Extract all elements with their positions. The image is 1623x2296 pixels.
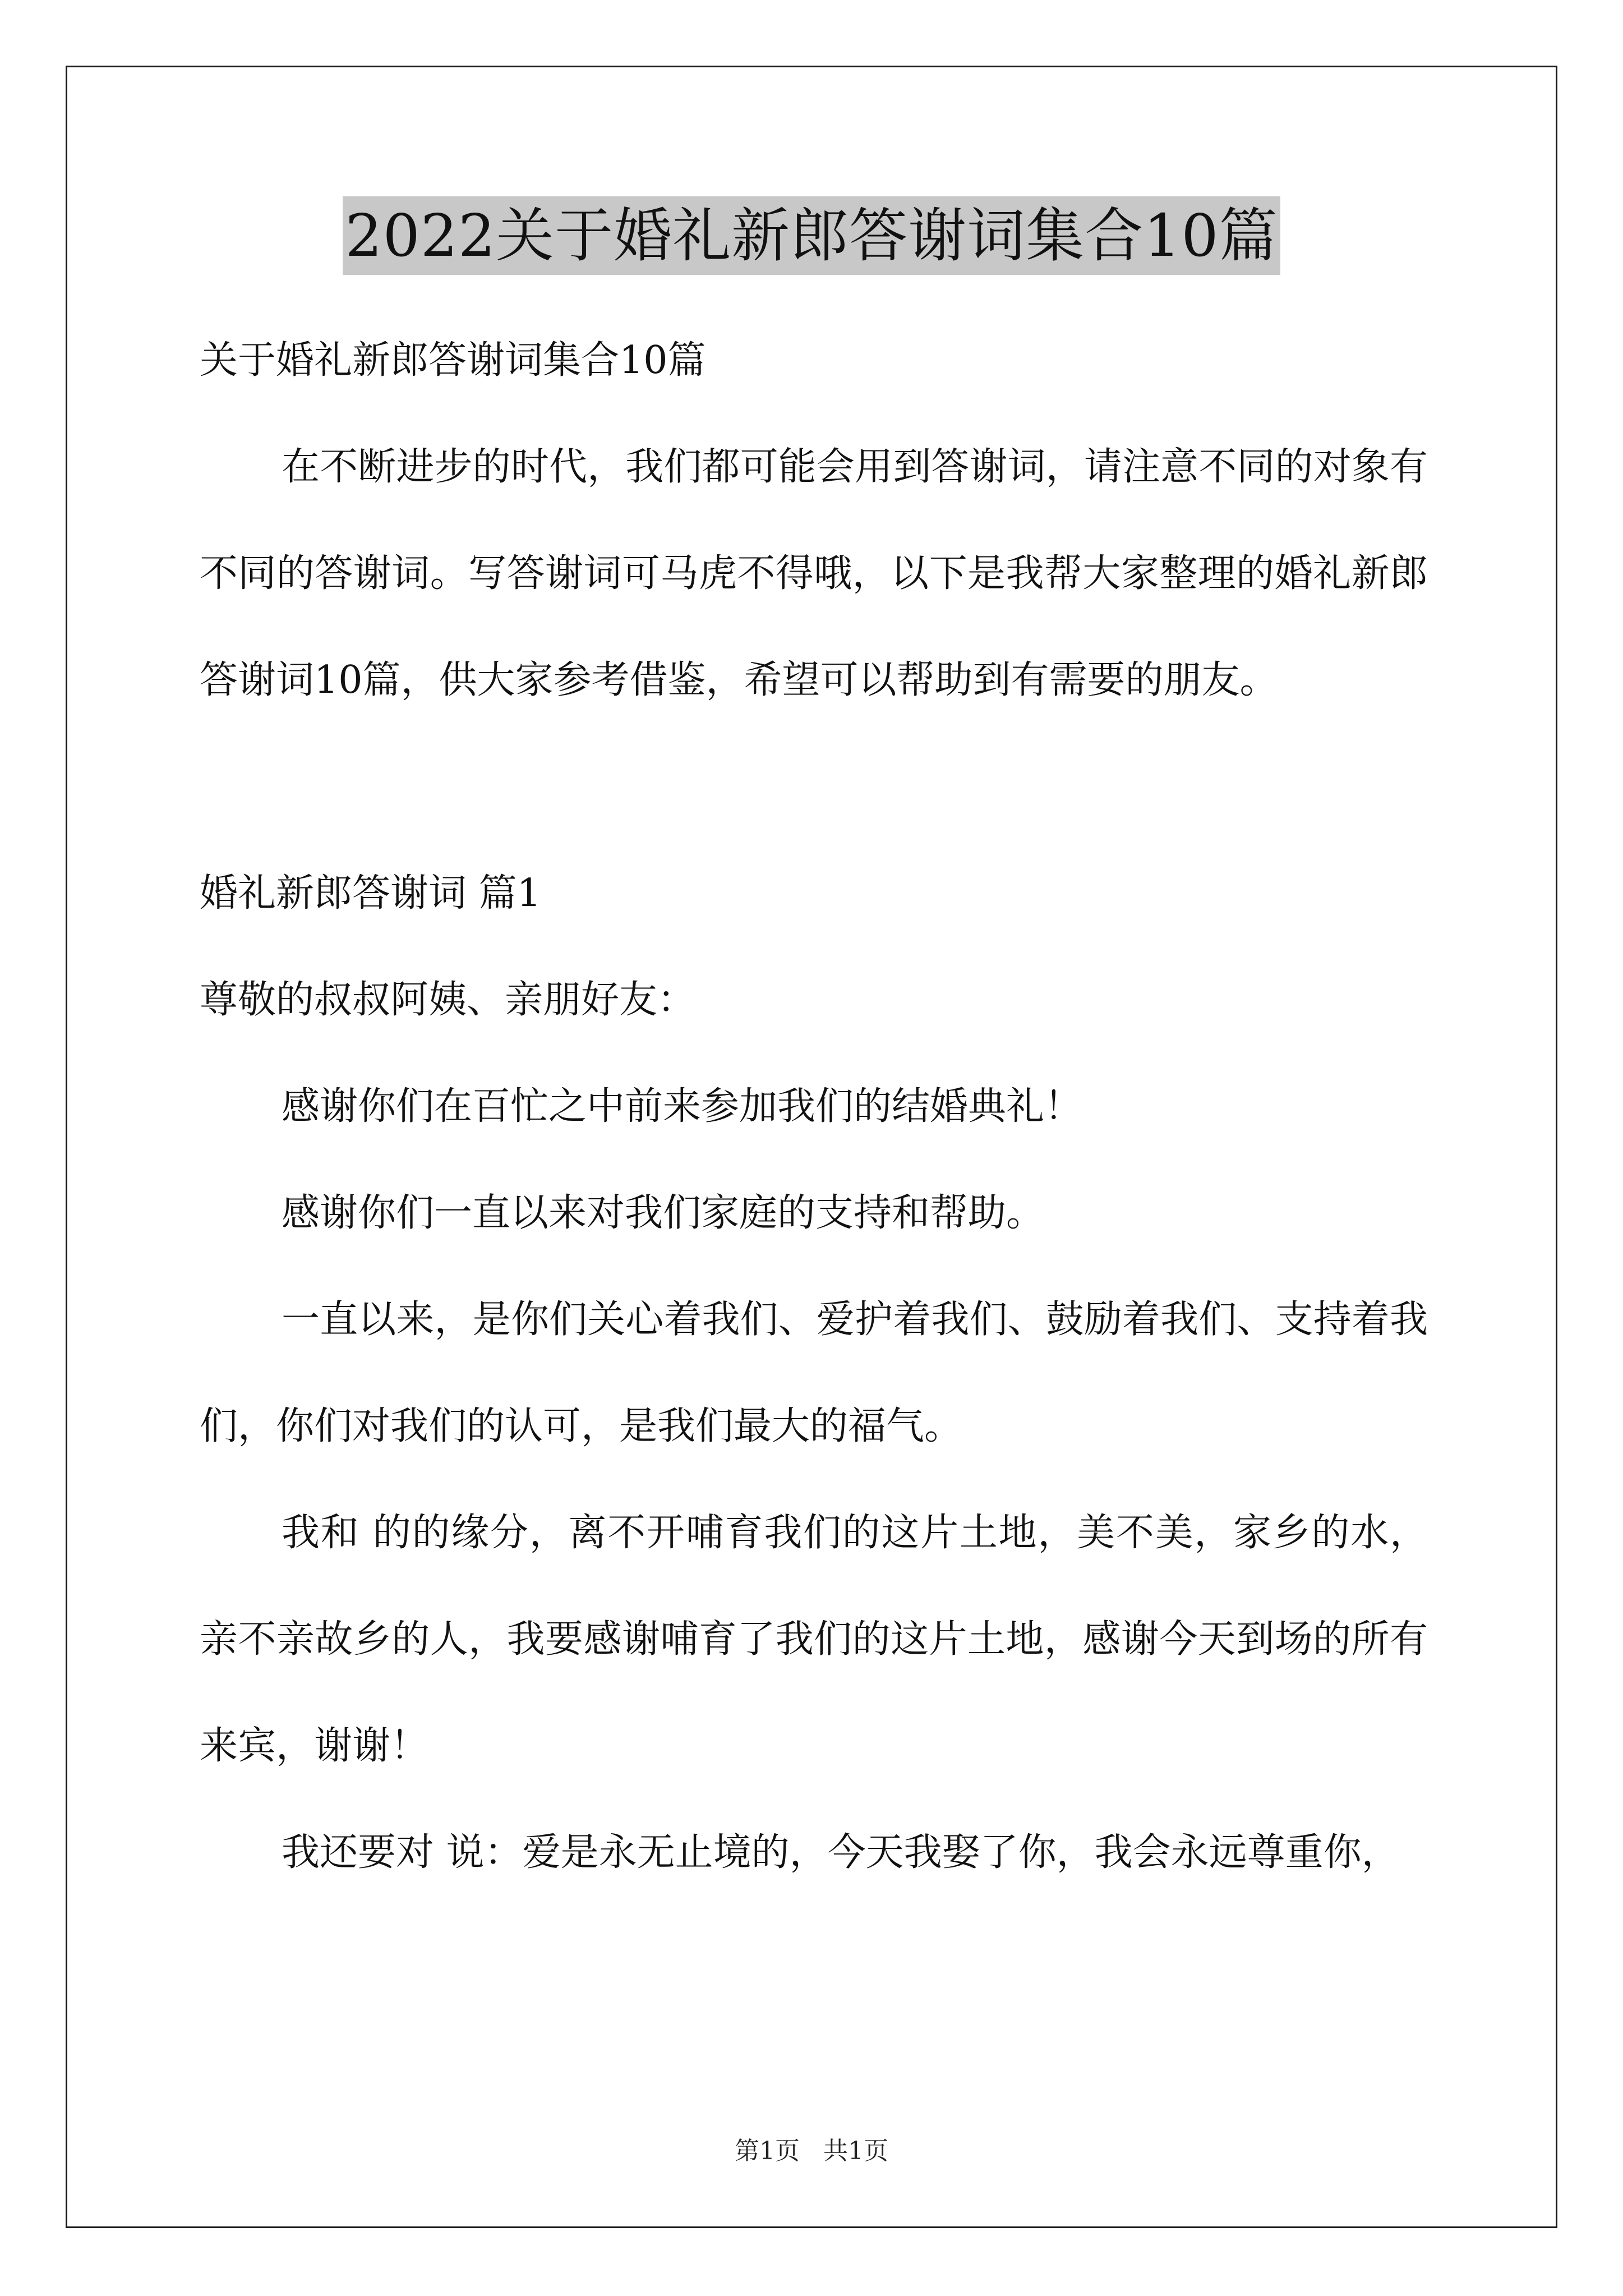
document-body [200, 307, 1428, 1906]
salutation: 尊敬的叔叔阿姨、亲朋好友： [200, 978, 696, 1022]
page-footer [0, 2134, 1623, 2168]
title-container [0, 196, 1623, 275]
body-paragraph-2: 感谢你们一直以来对我们家庭的支持和帮助。 [282, 1191, 1045, 1235]
page-number: 第1页 [735, 2137, 800, 2165]
intro-paragraph: 在不断进步的时代，我们都可能会用到答谢词，请注意不同的对象有不同的答谢词。写答谢词可马虎不得哦，以下是我帮大家整理的婚礼新郎答谢词10篇，供大家参考借鉴，希望可以帮助到有需要的朋友。 [200, 445, 1428, 702]
page-total: 共1页 [823, 2137, 888, 2165]
body-paragraph-5: 我还要对 说：爱是永无止境的，今天我娶了你，我会永远尊重你， [282, 1830, 1400, 1875]
body-paragraph-1: 感谢你们在百忙之中前来参加我们的结婚典礼！ [282, 1084, 1083, 1129]
body-paragraph-4: 我和 的的缘分，离不开哺育我们的这片土地，美不美，家乡的水，亲不亲故乡的人，我要感谢哺育了我们的这片土地，感谢今天到场的所有来宾，谢谢！ [200, 1511, 1428, 1768]
section-heading: 婚礼新郎答谢词 篇1 [200, 871, 541, 915]
body-paragraph-3: 一直以来，是你们关心着我们、爱护着我们、鼓励着我们、支持着我们，你们对我们的认可，是我们最大的福气。 [200, 1297, 1428, 1448]
section-spacer [200, 734, 1428, 840]
document-subtitle: 关于婚礼新郎答谢词集合10篇 [200, 338, 706, 383]
document-title: 2022关于婚礼新郎答谢词集合10篇 [343, 196, 1280, 275]
